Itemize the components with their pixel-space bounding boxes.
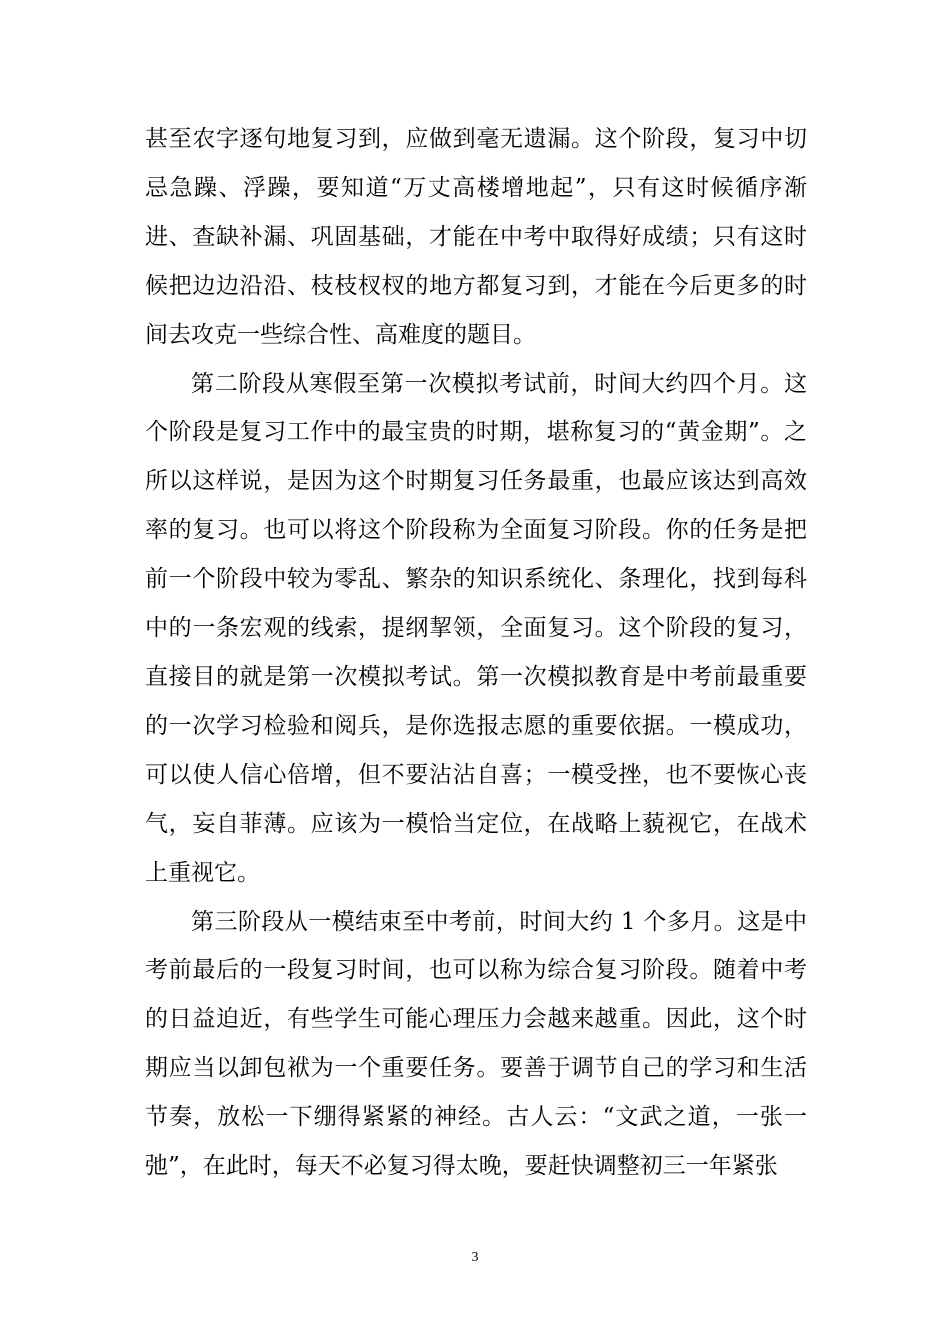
paragraph-2: 第二阶段从寒假至第一次模拟考试前，时间大约四个月。这个阶段是复习工作中的最宝贵的时期，堪称复习的“黄金期”。之所以这样说，是因为这个时期复习任务最重，也最应该达到高效率的复习。也可以将这个阶段称为全面复习阶段。你的任务是把前一个阶段中较为零乱、繁杂的知识系统化、条理化，找到每科中的一条宏观的线索，提纲挈领，全面复习。这个阶段的复习，直接目的就是第一次模拟考试。第一次模拟教育是中考前最重要的一次学习检验和阅兵，是你选报志愿的重要依据。一模成功，可以使人信心倍增，但不要沾沾自喜；一模受挫，也不要恢心丧气，妄自菲薄。应该为一模恰当定位，在战略上藐视它，在战术上重视它。 bbox=[145, 370, 807, 886]
paragraph-1: 甚至农字逐句地复习到，应做到毫无遗漏。这个阶段，复习中切忌急躁、浮躁，要知道“万丈高楼增地起”，只有这时候循序渐进、查缺补漏、巩固基础，才能在中考中取得好成绩；只有这时候把边边沿沿、枝枝杈杈的地方都复习到，才能在今后更多的时间去攻克一些综合性、高难度的题目。 bbox=[145, 126, 807, 348]
page-number: 3 bbox=[471, 1250, 479, 1265]
paragraph-3: 第三阶段从一模结束至中考前，时间大约 1 个多月。这是中考前最后的一段复习时间，也可以称为综合复习阶段。随着中考的日益迫近，有些学生可能心理压力会越来越重。因此，这个时期应当以卸包袱为一个重要任务。要善于调节自己的学习和生活节奏，放松一下绷得紧紧的神经。古人云：“文武之道，一张一弛”，在此时，每天不必复习得太晚，要赶快调整初三一年紧张 bbox=[145, 908, 807, 1180]
body-text bbox=[145, 115, 807, 1191]
